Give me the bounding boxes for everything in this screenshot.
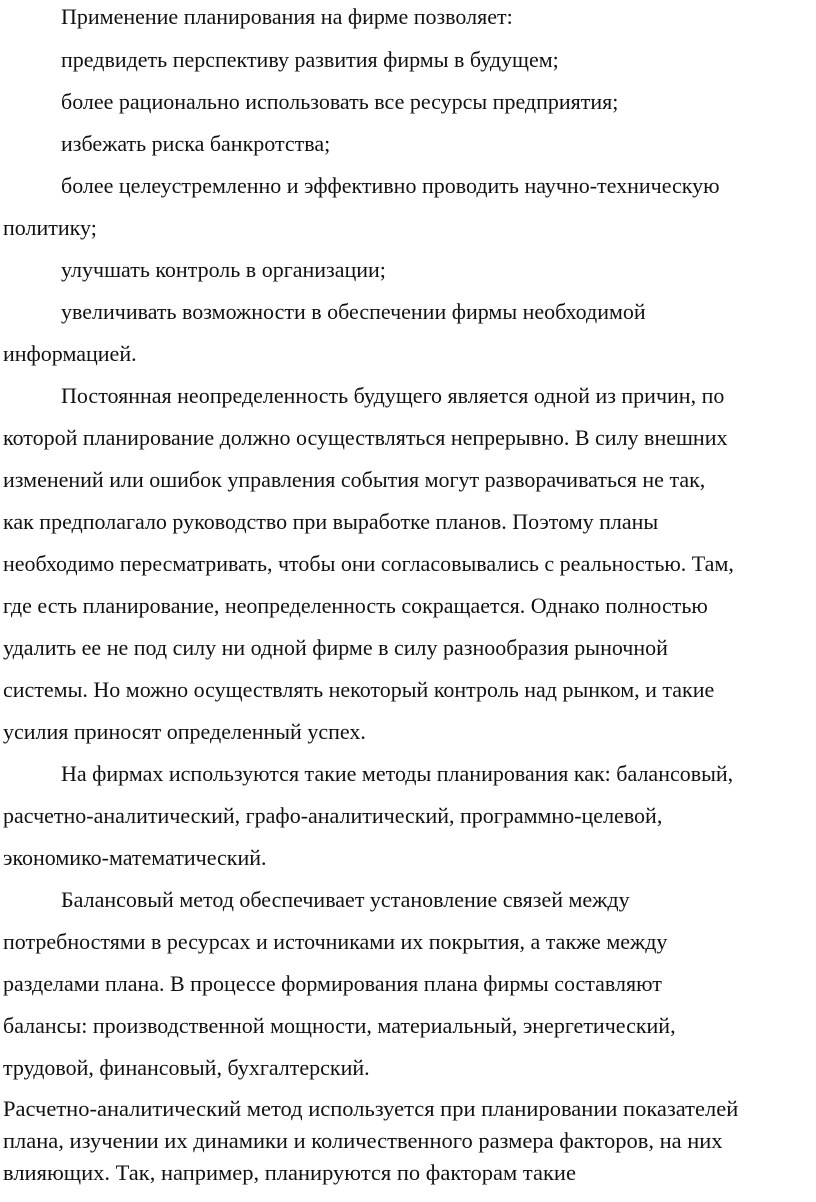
text-line: разделами плана. В процессе формирования плана фирмы составляют xyxy=(3,971,662,996)
text-line: удалить ее не под силу ни одной фирме в силу разнообразия рыночной xyxy=(3,635,668,660)
text-line: избежать риска банкротства; xyxy=(61,131,331,156)
text-line: трудовой, финансовый, бухгалтерский. xyxy=(3,1055,370,1080)
text-line: усилия приносят определенный успех. xyxy=(3,719,366,744)
text-line: плана, изучении их динамики и количественного размера факторов, на них xyxy=(3,1128,723,1153)
text-line: улучшать контроль в организации; xyxy=(61,257,386,282)
text-line: увеличивать возможности в обеспечении фирмы необходимой xyxy=(61,299,646,324)
text-line: информацией. xyxy=(3,341,137,366)
text-line: потребностями в ресурсах и источниками их покрытия, а также между xyxy=(3,929,668,954)
text-line: системы. Но можно осуществлять некоторый контроль над рынком, и такие xyxy=(3,677,715,702)
text-line: Применение планирования на фирме позволяет: xyxy=(61,4,513,29)
text-line: более целеустремленно и эффективно проводить научно-техническую xyxy=(61,173,720,198)
text-line: как предполагало руководство при выработке планов. Поэтому планы xyxy=(3,509,659,534)
text-line: политику; xyxy=(3,215,97,240)
text-line: расчетно-аналитический, графо-аналитический, программно-целевой, xyxy=(3,803,663,828)
text-line: где есть планирование, неопределенность сокращается. Однако полностью xyxy=(3,593,708,618)
text-line: Расчетно-аналитический метод используется при планировании показателей xyxy=(3,1096,739,1121)
text-line: Постоянная неопределенность будущего является одной из причин, по xyxy=(61,383,725,408)
text-line: которой планирование должно осуществляться непрерывно. В силу внешних xyxy=(3,425,728,450)
text-line: На фирмах используются такие методы планирования как: балансовый, xyxy=(61,761,734,786)
text-line: Балансовый метод обеспечивает установление связей между xyxy=(61,887,630,912)
text-line: изменений или ошибок управления события могут разворачиваться не так, xyxy=(3,467,706,492)
text-line: предвидеть перспективу развития фирмы в будущем; xyxy=(61,47,559,72)
text-line: необходимо пересматривать, чтобы они согласовывались с реальностью. Там, xyxy=(3,551,734,576)
text-line: более рационально использовать все ресурсы предприятия; xyxy=(61,89,619,114)
text-line: экономико-математический. xyxy=(3,845,267,870)
text-line: балансы: производственной мощности, материальный, энергетический, xyxy=(3,1013,676,1038)
text-line: влияющих. Так, например, планируются по факторам такие xyxy=(3,1160,576,1185)
